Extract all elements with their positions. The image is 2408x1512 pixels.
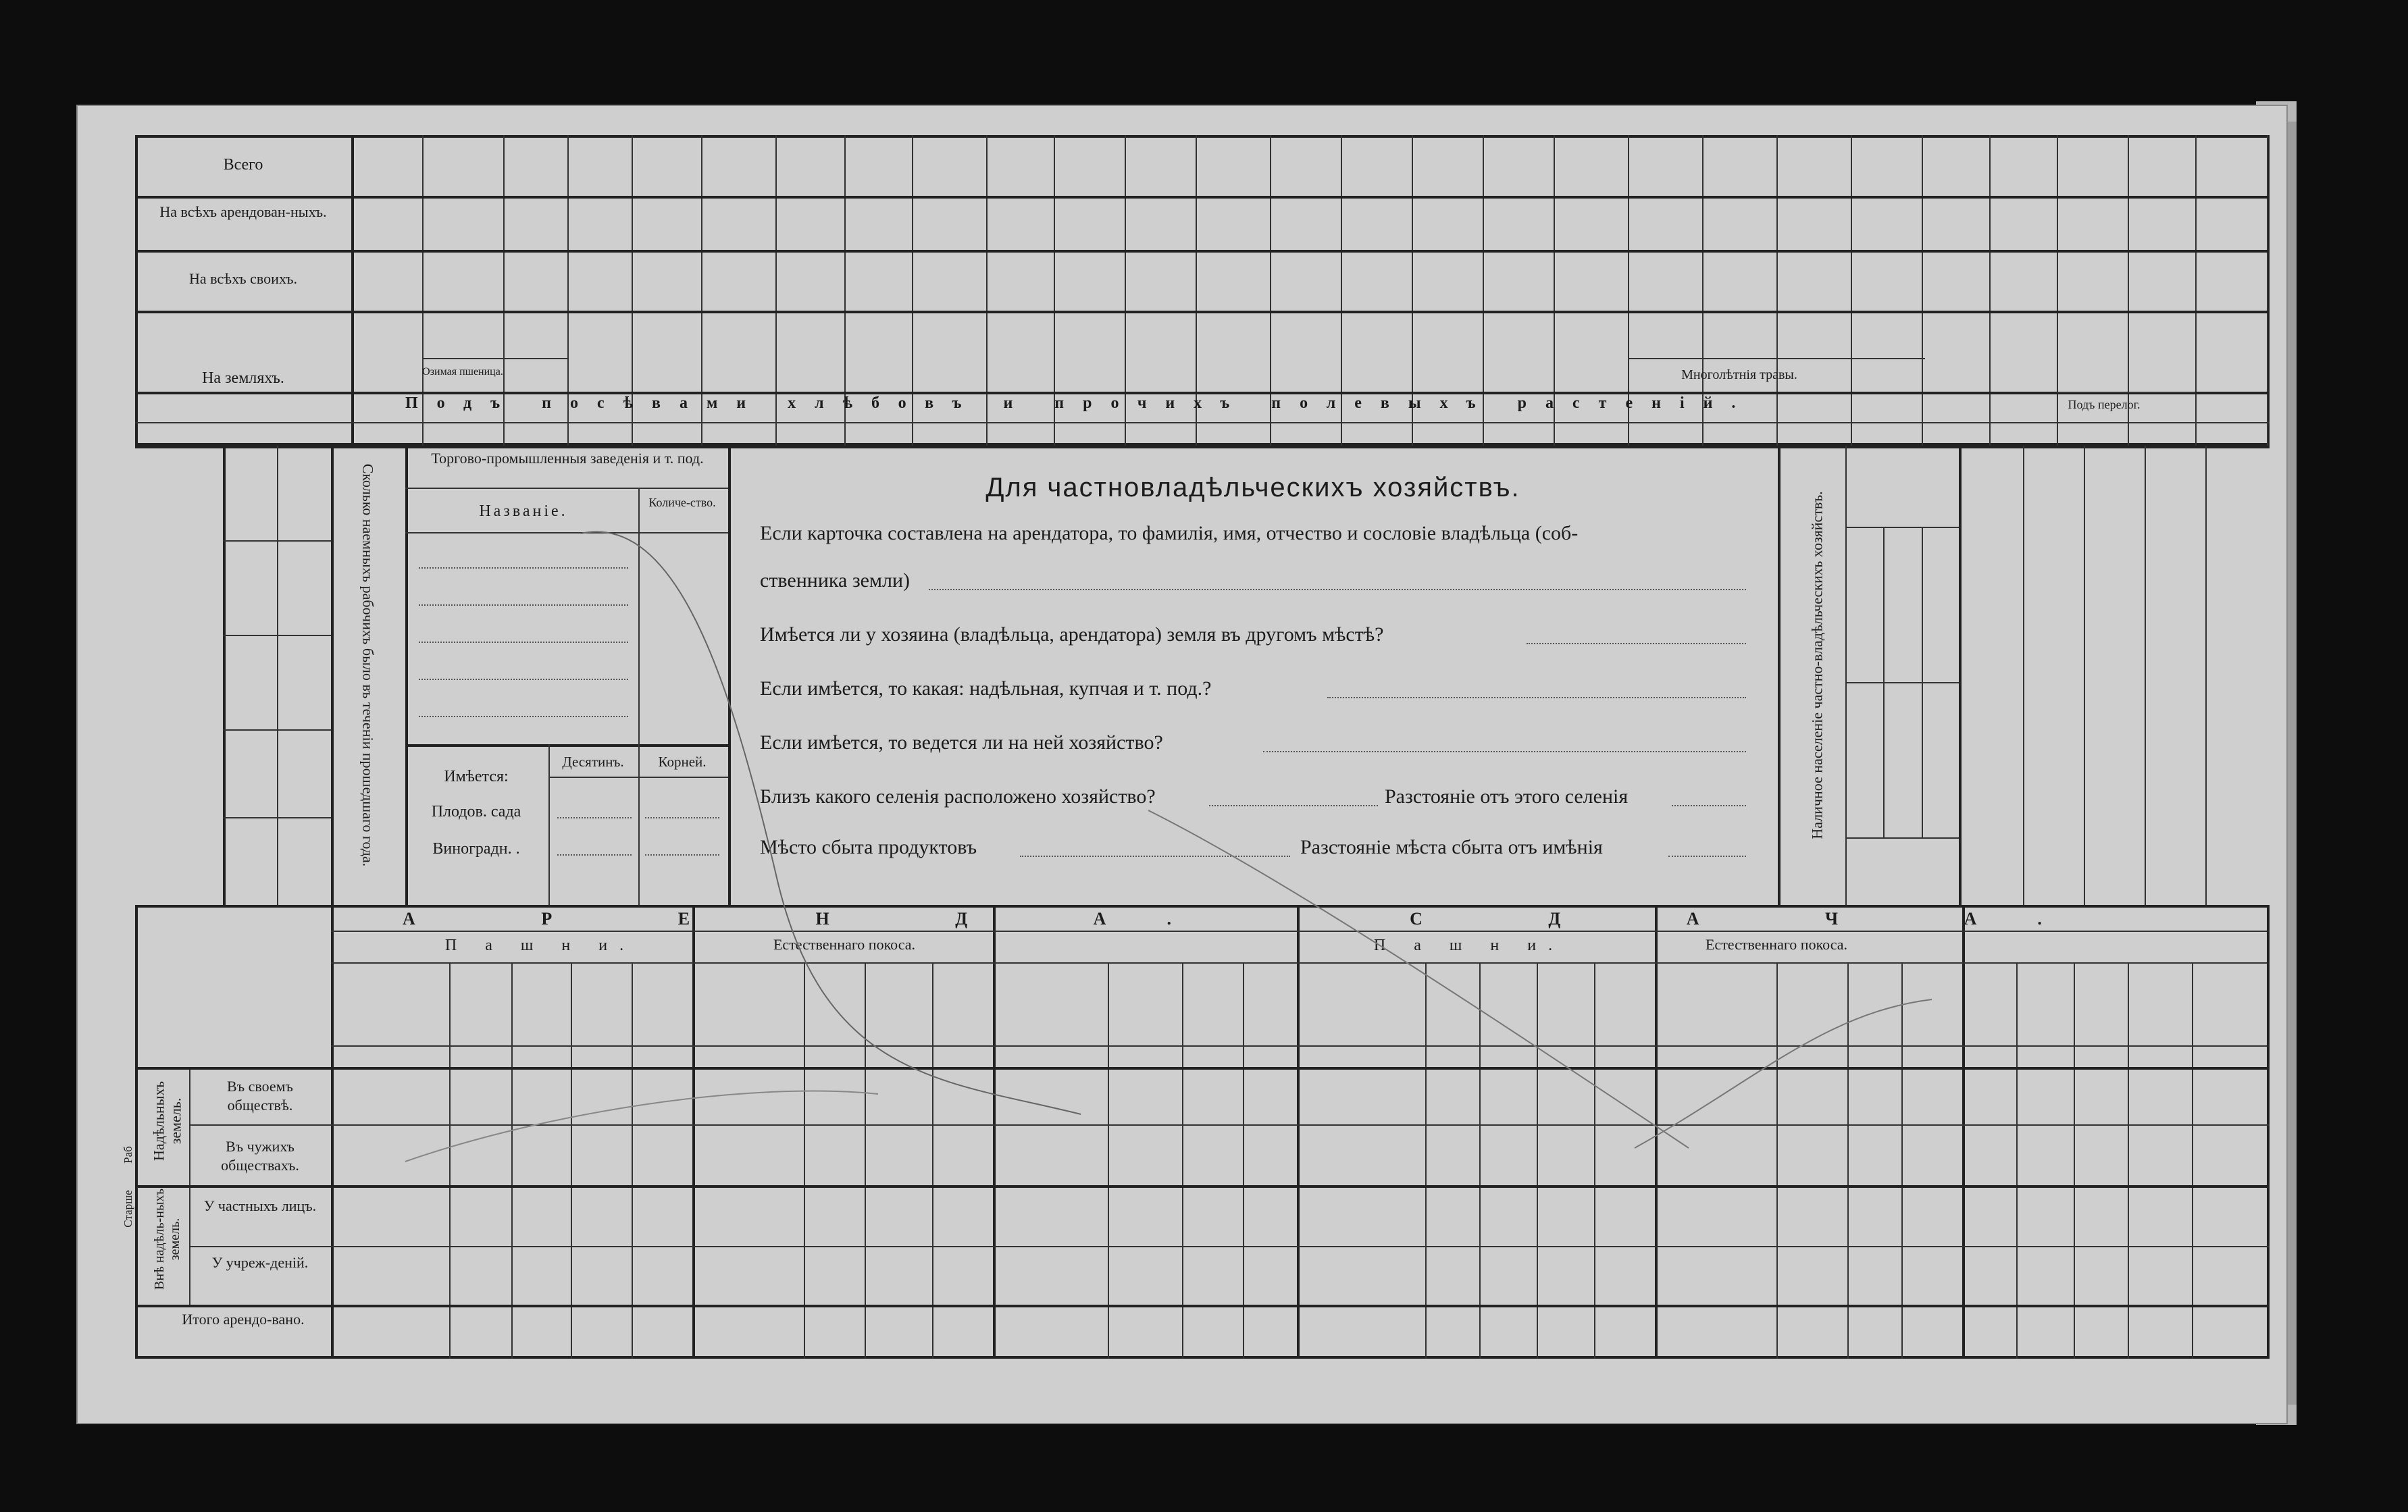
orchard-sub-rule [548,777,728,778]
sdacha-header: С Д А Ч А. [1410,909,2103,929]
orchard-dot-b [645,817,719,818]
has-label: Имѣется: [444,768,509,785]
answer-line-other-land [1527,643,1746,644]
bottom-total-rule [135,1305,2270,1307]
bottom-col-rule [2192,962,2193,1359]
trade-qty-rule [638,488,640,744]
bottom-row-rule [189,1246,2270,1247]
question-market-distance: Разстояніе мѣста сбыта отъ имѣнія [1300,836,1603,858]
question-other-land: Имѣется ли у хозяина (владѣльца, арендатора) земля въ другомъ мѣстѣ? [760,623,1384,646]
mid-center-left-rule [728,446,731,905]
orchard-label: Плодов. сада [431,803,521,820]
bottom-sub-rule [331,962,2267,964]
mid-left-row-rule [223,540,331,542]
middle-top-rule [135,446,2270,448]
bottom-col-rule [1479,962,1481,1359]
vne-nadel-label: Внѣ надѣль-ныхъ земель. [152,1189,182,1290]
bottom-col-rule [1108,962,1109,1359]
top-col-rule [1989,135,1991,446]
bottom-col-rule [1776,962,1778,1359]
row-label-arendovannykh: На всѣхъ арендован-ныхъ. [159,203,327,220]
bottom-col-rule [1425,962,1427,1359]
trade-qty-header: Количе-ство. [648,496,716,509]
right-cat-rule [2084,446,2085,905]
korney-header: Корней. [658,754,707,770]
bottom-table [135,905,2270,1359]
bottom-col-rule [1847,962,1849,1359]
perennial-subrule [1628,358,1925,359]
question-market: Мѣсто сбыта продуктовъ [760,836,977,858]
arenda-header: А Р Е Н Д А. [403,909,1232,929]
question-land-kind: Если имѣется, то какая: надѣльная, купчая и т. под.? [760,677,1212,700]
bottom-col-rule [993,905,996,1359]
population-label: Наличное населеніе частно-владѣльческихъ хозяйствъ. [1808,491,1826,839]
top-group-caption: Подъ посѣвами хлѣбовъ и прочихъ полевыхъ растеній. [405,394,1755,412]
vineyard-dot-a [557,854,632,856]
pop-rule-top [1845,527,1959,528]
bottom-row-rule [189,1124,2270,1126]
trade-dotline-3 [419,642,628,643]
bottom-col-rule [692,905,695,1359]
answer-line-owner [929,589,1746,590]
bottom-col-rule [932,962,933,1359]
bottom-number-rule-top [331,1045,2267,1047]
caption-perennial: Многолѣтнія травы. [1681,367,1797,382]
right-cat-rule [2023,446,2024,905]
mid-left-row-rule [223,635,331,636]
mid-left-row-rule [223,729,331,731]
bottom-col-rule [1594,962,1595,1359]
row-label-na-zemlyakh: На земляхъ. [202,369,284,387]
top-number-rule [135,422,2270,423]
private-persons-label: У частныхъ лицъ. [203,1197,317,1214]
bottom-col-rule [511,962,513,1359]
mid-left-row-rule [223,817,331,818]
arenda-pashni-header: П а ш н и. [444,937,636,954]
orchard-top-rule [405,744,728,747]
top-col-rule [1776,135,1778,446]
side-label-starshe: Старше [122,1190,135,1228]
bottom-col-rule [2016,962,2018,1359]
bottom-col-rule [804,962,805,1359]
answer-line-village [1209,805,1378,806]
vineyard-dot-b [645,854,719,856]
caption-winter-wheat: Озимая пшеница. [422,366,503,377]
bottom-col-rule [1655,905,1658,1359]
desyatin-header: Десятинъ. [562,754,624,770]
bottom-col-rule [632,962,633,1359]
top-col-rule [2057,135,2058,446]
answer-line-land-kind [1327,697,1746,698]
question-owner-cont: ственника земли) [760,569,910,592]
bottom-col-rule [2074,962,2075,1359]
orchard-rule-a [548,744,550,905]
population-rule-a [1845,446,1847,905]
bottom-col-rule [1901,962,1903,1359]
caption-fallow: Подъ перелог. [2068,398,2141,411]
trade-name-header: Названіе. [479,502,568,520]
question-village: Близъ какого селенія расположено хозяйство? [760,785,1156,808]
bottom-group-rule [331,931,2267,932]
answer-line-farming [1263,751,1746,752]
trade-dotline-5 [419,716,628,717]
trade-header-rule [405,488,728,489]
bottom-col-rule [1962,905,1965,1359]
answer-line-village-distance [1672,805,1746,806]
private-estate-title: Для частновладѣльческихъ хозяйствъ. [985,473,1520,502]
right-cat-rule [2145,446,2146,905]
answer-line-market [1020,856,1290,857]
bottom-col-rule [1297,905,1300,1359]
own-society-label: Въ своемъ обществѣ. [227,1078,293,1114]
row-label-svoikh: На всѣхъ своихъ. [189,270,297,287]
sdacha-pashni-header: П а ш н и. [1373,937,1565,954]
answer-line-market-distance [1668,856,1746,857]
top-col-rule [1922,135,1923,446]
bottom-col-rule [571,962,572,1359]
mid-left-rule-b [277,446,278,905]
bottom-group-separator [135,1185,2270,1188]
trade-dotline-1 [419,567,628,569]
trade-dotline-2 [419,604,628,606]
institutions-label: У учреж-деній. [211,1254,309,1271]
mid-left-rule-a [223,446,226,905]
vineyard-label: Виноградн. . [432,840,520,858]
mid-left-rule-d [405,446,408,905]
top-col-rule [2267,135,2268,446]
bottom-col-rule [1182,962,1183,1359]
bottom-left-rule-c [331,905,334,1359]
top-col-rule [351,135,354,446]
population-right-rule [1959,446,1962,905]
trade-rule-1 [405,532,728,533]
mid-left-rule-c [331,446,334,905]
pop-rule-bottom [1845,837,1959,839]
bottom-col-rule [2128,962,2129,1359]
top-col-rule [2195,135,2197,446]
bottom-col-rule [1243,962,1244,1359]
arenda-pokos-header: Естественнаго покоса. [773,936,916,953]
trade-establishments-header: Торгово-промышленныя заведенія и т. под. [431,450,704,467]
side-label-rab: Раб [122,1146,135,1164]
winter-wheat-subrule [422,358,567,359]
bottom-col-rule [1537,962,1538,1359]
row-label-vsego: Всего [223,156,263,174]
nadel-label: Надѣльныхъ земель. [150,1081,184,1161]
top-col-rule [1851,135,1852,446]
top-row-rule [135,311,2270,313]
bottom-number-rule [135,1067,2270,1070]
hired-workers-label: Сколько наемныхъ рабочихъ было въ теченіи прошедшаго года. [359,463,377,867]
question-village-distance: Разстояніе отъ этого селенія [1385,785,1629,808]
top-row-rule [135,196,2270,199]
orchard-dot-a [557,817,632,818]
top-row-rule [135,250,2270,253]
bottom-left-rule-a [135,1067,138,1359]
question-owner: Если карточка составлена на арендатора, то фамилія, имя, отчество и сословіе владѣльца (соб- [760,522,1579,544]
other-society-label: Въ чужихъ обществахъ. [221,1138,299,1174]
pop-rule-mid [1845,682,1959,683]
orchard-rule-b [638,744,640,905]
population-left-rule [1778,446,1781,905]
bottom-col-rule [449,962,451,1359]
sdacha-pokos-header: Естественнаго покоса. [1705,936,1848,953]
bottom-col-rule [865,962,866,1359]
total-leased-label: Итого арендо-вано. [182,1311,305,1328]
fallow-subrule [2057,392,2195,393]
trade-dotline-4 [419,679,628,680]
right-cat-rule [2205,446,2207,905]
question-farming: Если имѣется, то ведется ли на ней хозяйство? [760,731,1163,754]
